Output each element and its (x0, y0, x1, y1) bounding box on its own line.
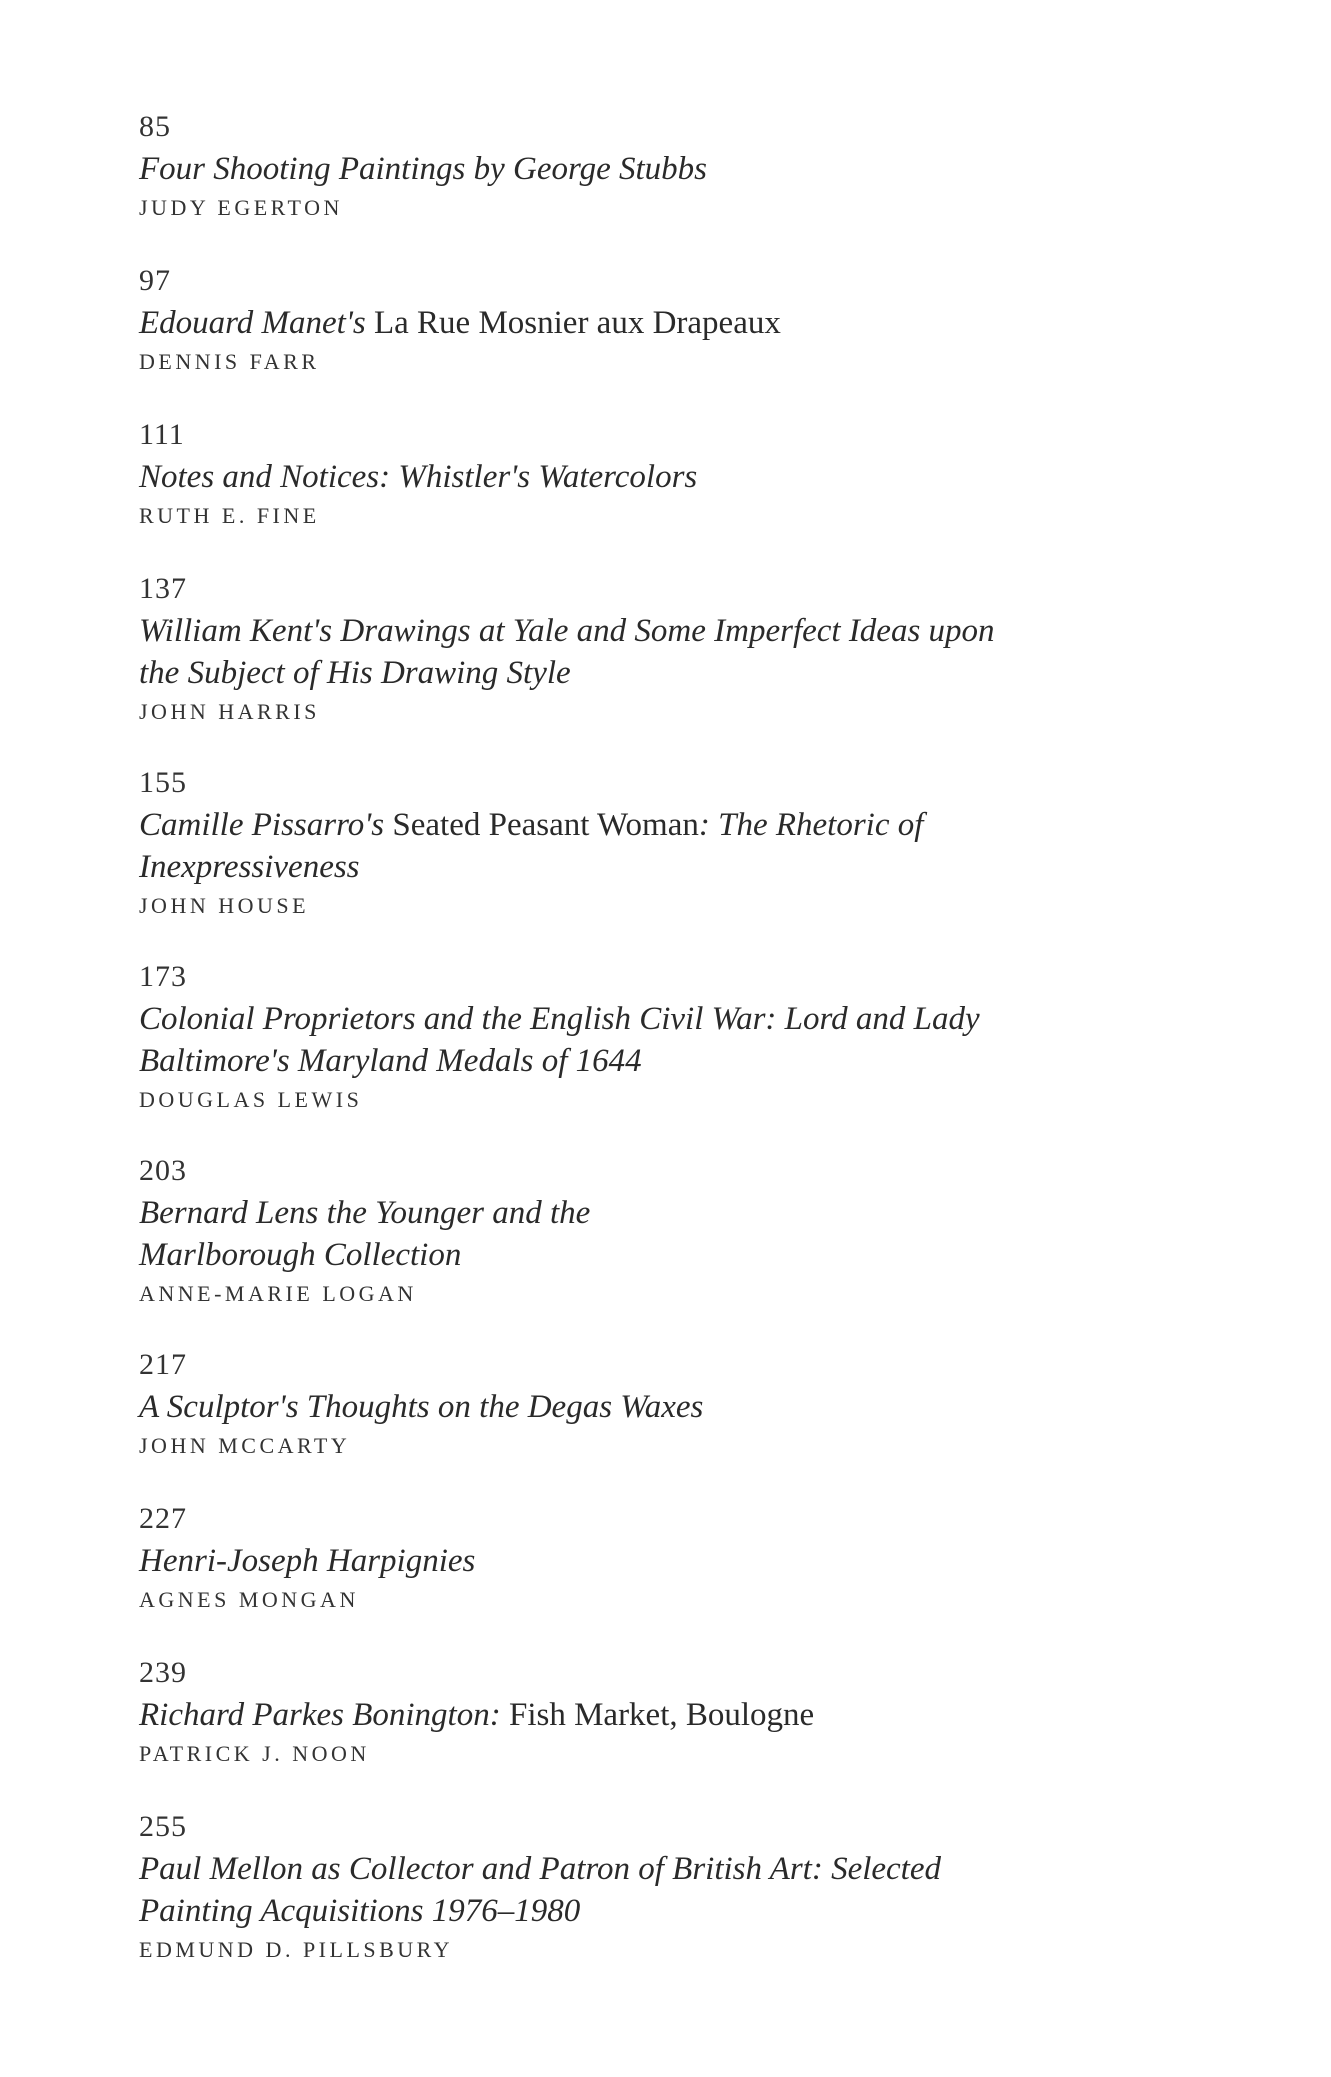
author-name: EDMUND D. PILLSBURY (139, 1937, 454, 1962)
article-title (139, 302, 1139, 344)
title-segment: : The Rhetoric of Inexpressiveness (139, 807, 924, 885)
page-number: 203 (139, 1154, 187, 1187)
article-title (139, 148, 1139, 190)
article-title (139, 610, 1019, 694)
toc-entry (139, 956, 1139, 1118)
author-name: JUDY EGERTON (139, 195, 343, 220)
author-name: DOUGLAS LEWIS (139, 1087, 363, 1112)
title-segment: A Sculptor's Thoughts on the Degas Waxes (139, 1389, 704, 1425)
article-title (139, 1386, 1139, 1428)
toc-entry (139, 568, 1139, 730)
page-number: 255 (139, 1810, 187, 1843)
author-name: ANNE-MARIE LOGAN (139, 1281, 417, 1306)
article-title (139, 998, 999, 1082)
title-segment: Camille Pissarro's (139, 807, 393, 843)
toc-entry (139, 1806, 1139, 1968)
author-name: AGNES MONGAN (139, 1587, 359, 1612)
toc-entry (139, 1498, 1139, 1618)
author-name: DENNIS FARR (139, 349, 320, 374)
title-segment: Seated Peasant Woman (392, 807, 699, 843)
title-segment: Colonial Proprietors and the English Civil War: Lord and Lady Baltimore's Maryland Medals of 1644 (139, 1001, 980, 1079)
article-title (139, 1192, 719, 1276)
article-title (139, 1694, 1139, 1736)
title-segment: Paul Mellon as Collector and Patron of British Art: Selected Painting Acquisitions 1976–1980 (139, 1851, 941, 1929)
page-number: 137 (139, 572, 187, 605)
author-name: JOHN MCCARTY (139, 1433, 351, 1458)
page-number: 85 (139, 110, 171, 143)
article-title (139, 804, 1039, 888)
author-name: PATRICK J. NOON (139, 1741, 370, 1766)
toc-entry (139, 1344, 1139, 1464)
title-segment: Four Shooting Paintings by George Stubbs (139, 151, 707, 187)
title-segment: Richard Parkes Bonington: (139, 1697, 509, 1733)
page-number: 173 (139, 960, 187, 993)
page-number: 227 (139, 1502, 187, 1535)
author-name: RUTH E. FINE (139, 503, 320, 528)
title-segment: Bernard Lens the Younger and the Marlborough Collection (139, 1195, 591, 1273)
toc-entry (139, 106, 1139, 226)
author-name: JOHN HOUSE (139, 893, 310, 918)
article-title (139, 456, 1139, 498)
title-segment: La Rue Mosnier aux Drapeaux (373, 305, 781, 341)
toc-entry (139, 414, 1139, 534)
toc-entry (139, 762, 1139, 924)
table-of-contents (139, 106, 1139, 2002)
article-title (139, 1848, 979, 1932)
author-name: JOHN HARRIS (139, 699, 320, 724)
toc-entry (139, 260, 1139, 380)
article-title (139, 1540, 1139, 1582)
page-number: 155 (139, 766, 187, 799)
toc-entry (139, 1652, 1139, 1772)
title-segment: Edouard Manet's (139, 305, 374, 341)
page-number: 97 (139, 264, 171, 297)
toc-entry (139, 1150, 1139, 1312)
page-number: 217 (139, 1348, 187, 1381)
title-segment: Notes and Notices: Whistler's Watercolors (139, 459, 698, 495)
title-segment: Fish Market, Boulogne (508, 1697, 815, 1733)
title-segment: William Kent's Drawings at Yale and Some Imperfect Ideas upon the Subject of His Drawing Style (139, 613, 995, 691)
page-number: 111 (139, 418, 185, 451)
title-segment: Henri-Joseph Harpignies (139, 1543, 476, 1579)
page-number: 239 (139, 1656, 187, 1689)
